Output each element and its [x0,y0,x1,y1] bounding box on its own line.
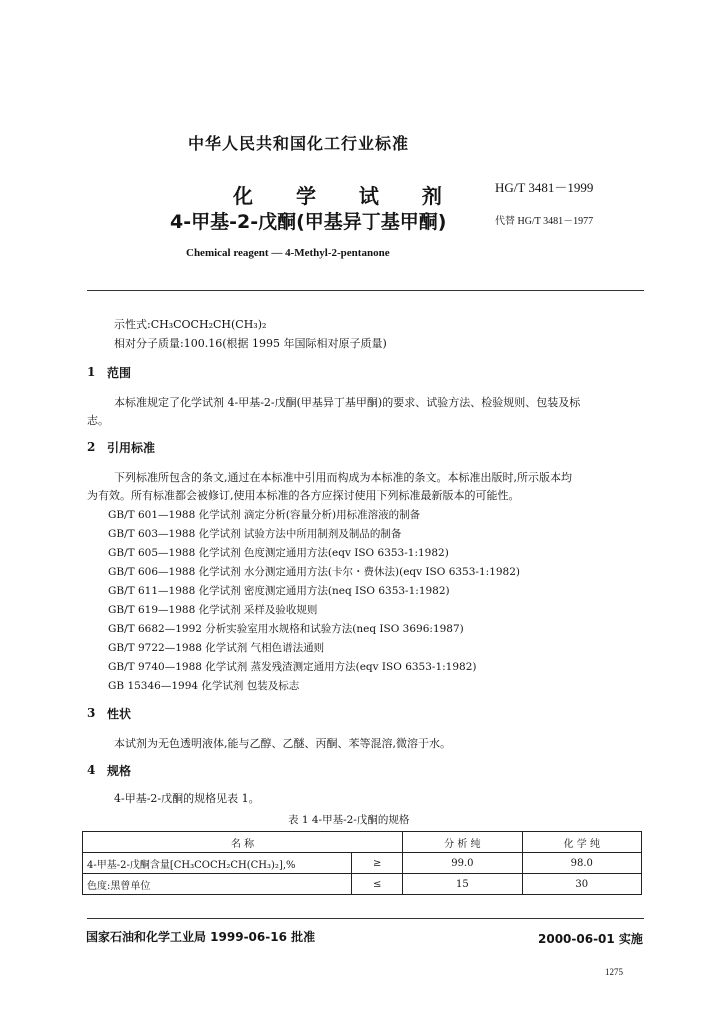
approval-line: 国家石油和化学工业局 1999-06-16 批准 [86,930,316,944]
section-1-paragraph-line: 志。 [87,414,109,427]
section-3-paragraph: 本试剂为无色透明液体,能与乙醇、乙醚、丙酮、苯等混溶,微溶于水。 [114,737,451,750]
section-3-number: 3 [87,706,96,720]
section-1-number: 1 [87,365,96,379]
reference-item: GB/T 603—1988 化学试剂 试验方法中所用制剂及制品的制备 [108,528,402,540]
table-header-cell: 名 称 [83,832,403,853]
molecular-mass: 相对分子质量:100.16(根据 1995 年国际相对原子质量) [114,337,387,350]
table-cell-operator: ≤ [352,874,403,895]
reference-item: GB/T 611—1988 化学试剂 密度测定通用方法(neq ISO 6353-1:1982) [108,585,450,597]
document-title: 化 学 试 剂 [233,184,460,208]
table-cell-value: 98.0 [522,853,641,874]
structural-formula: 示性式:CH₃COCH₂CH(CH₃)₂ [114,318,267,331]
section-2-title: 引用标准 [107,441,156,455]
reference-item: GB/T 6682—1992 分析实验室用水规格和试验方法(neq ISO 3696:1987) [108,623,464,635]
table-header-cell: 分 析 纯 [403,832,522,853]
reference-item: GB/T 9722—1988 化学试剂 气相色谱法通则 [108,642,325,654]
section-1-paragraph-line: 本标准规定了化学试剂 4-甲基-2-戊酮(甲基异丁基甲酮)的要求、试验方法、检验规则、包装及标 [114,396,581,409]
reference-item: GB/T 605—1988 化学试剂 色度测定通用方法(eqv ISO 6353-1:1982) [108,547,449,559]
section-4-paragraph: 4-甲基-2-戊酮的规格见表 1。 [114,792,260,805]
section-4-number: 4 [87,763,96,777]
table-cell-name: 色度:黑曾单位 [83,874,352,895]
standard-number: HG/T 3481－1999 [495,180,594,195]
page-number: 1275 [605,967,623,977]
section-2-paragraph-line: 为有效。所有标准都会被修订,使用本标准的各方应探讨使用下列标准最新版本的可能性。 [87,489,520,502]
section-2-paragraph-line: 下列标准所包含的条文,通过在本标准中引用而构成为本标准的条文。本标准出版时,所示版本均 [114,471,572,484]
table-cell-value: 99.0 [403,853,522,874]
specification-table [82,831,642,895]
section-2-number: 2 [87,440,96,454]
document-subtitle: 4-甲基-2-戊酮(甲基异丁基甲酮) [170,211,447,233]
section-4-title: 规格 [107,764,132,778]
section-1-title: 范围 [107,366,132,380]
reference-item: GB/T 606—1988 化学试剂 水分测定通用方法(卡尔・费休法)(eqv ISO 6353-1:1982) [108,566,521,578]
table-cell-name: 4-甲基-2-戊酮含量[CH₃COCH₂CH(CH₃)₂],% [83,853,352,874]
table-header-row [83,832,642,853]
footer-rule [87,918,644,919]
reference-item: GB/T 601—1988 化学试剂 滴定分析(容量分析)用标准溶液的制备 [108,509,421,521]
table-row [83,874,642,895]
section-3-title: 性状 [107,707,132,721]
table-cell-operator: ≥ [352,853,403,874]
reference-item: GB/T 9740—1988 化学试剂 蒸发残渣测定通用方法(eqv ISO 6353-1:1982) [108,661,477,673]
english-title: Chemical reagent — 4-Methyl-2-pentanone [186,247,390,259]
header-rule [87,290,644,291]
table-header-cell: 化 学 纯 [522,832,641,853]
table-cell-value: 30 [522,874,641,895]
issuing-body-heading: 中华人民共和国化工行业标准 [188,134,410,153]
table-row [83,853,642,874]
replaces-standard: 代替 HG/T 3481－1977 [495,216,594,227]
reference-item: GB 15346—1994 化学试剂 包装及标志 [108,680,300,692]
effective-date: 2000-06-01 实施 [538,932,643,946]
table-cell-value: 15 [403,874,522,895]
reference-item: GB/T 619—1988 化学试剂 采样及验收规则 [108,604,318,616]
table-caption: 表 1 4-甲基-2-戊酮的规格 [288,814,410,826]
